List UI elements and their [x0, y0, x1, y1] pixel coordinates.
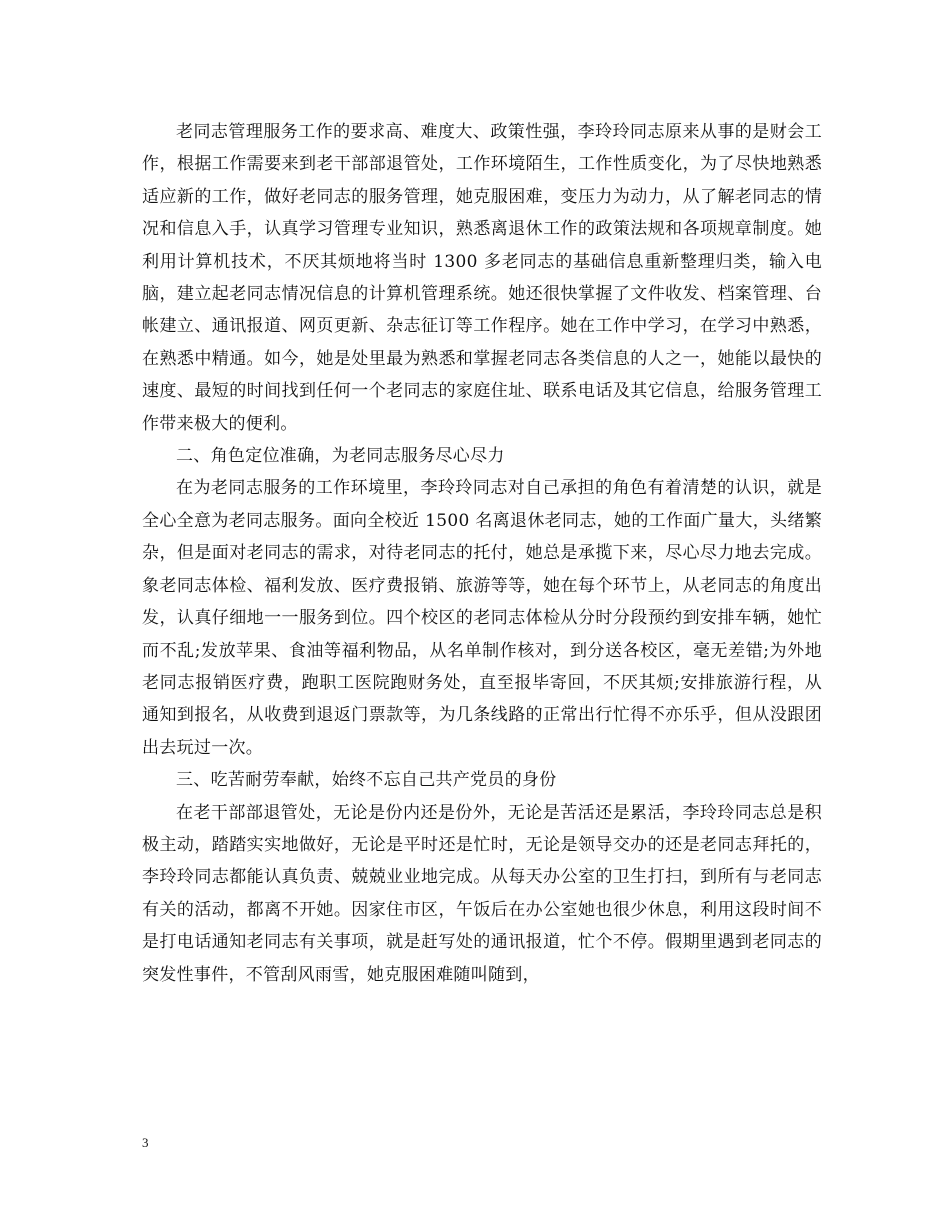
document-body: [142, 116, 822, 991]
section-heading-3: 三、吃苦耐劳奉献，始终不忘自己共产党员的身份: [176, 770, 557, 791]
section-heading-2: 二、角色定位准确，为老同志服务尽心尽力: [176, 446, 505, 467]
paragraph-dedication: 在老干部部退管处，无论是份内还是份外，无论是苦活还是累活，李玲玲同志总是积极主动，踏踏实实地做好，无论是平时还是忙时，无论是领导交办的还是老同志拜托的，李玲玲同志都能认真负责、兢兢业业地完成。从每天办公室的卫生打扫，到所有与老同志有关的活动，都离不开她。因家住市区，午饭后在办公室她也很少休息，利用这段时间不是打电话通知老同志有关事项，就是赶写处的通讯报道，忙个不停。假期里遇到老同志的突发性事件，不管刮风雨雪，她克服困难随叫随到，: [142, 802, 822, 985]
page-number: 3: [142, 1135, 149, 1150]
paragraph-role-positioning: 在为老同志服务的工作环境里，李玲玲同志对自己承担的角色有着清楚的认识，就是全心全意为老同志服务。面向全校近 1500 名离退休老同志，她的工作面广量大，头绪繁杂，但是面对老同志的需求，对待老同志的托付，她总是承揽下来，尽心尽力地去完成。象老同志体检、福利发放、医疗费报销、旅游等等，她在每个环节上，从老同志的角度出发，认真仔细地一一服务到位。四个校区的老同志体检从分时分段预约到安排车辆，她忙而不乱;发放苹果、食油等福利物品，从名单制作核对，到分送各校区，毫无差错;为外地老同志报销医疗费，跑职工医院跑财务处，直至报毕寄回，不厌其烦;安排旅游行程，从通知到报名，从收费到退返门票款等，为几条线路的正常出行忙得不亦乐乎，但从没跟团出去玩过一次。: [142, 478, 822, 758]
paragraph-work-adaptation: 老同志管理服务工作的要求高、难度大、政策性强，李玲玲同志原来从事的是财会工作，根据工作需要来到老干部部退管处，工作环境陌生，工作性质变化，为了尽快地熟悉适应新的工作，做好老同志的服务管理，她克服困难，变压力为动力，从了解老同志的情况和信息入手，认真学习管理专业知识，熟悉离退休工作的政策法规和各项规章制度。她利用计算机技术，不厌其烦地将当时 1300 多老同志的基础信息重新整理归类，输入电脑，建立起老同志情况信息的计算机管理系统。她还很快掌握了文件收发、档案管理、台帐建立、通讯报道、网页更新、杂志征订等工作程序。她在工作中学习，在学习中熟悉，在熟悉中精通。如今，她是处里最为熟悉和掌握老同志各类信息的人之一，她能以最快的速度、最短的时间找到任何一个老同志的家庭住址、联系电话及其它信息，给服务管理工作带来极大的便利。: [142, 122, 822, 434]
